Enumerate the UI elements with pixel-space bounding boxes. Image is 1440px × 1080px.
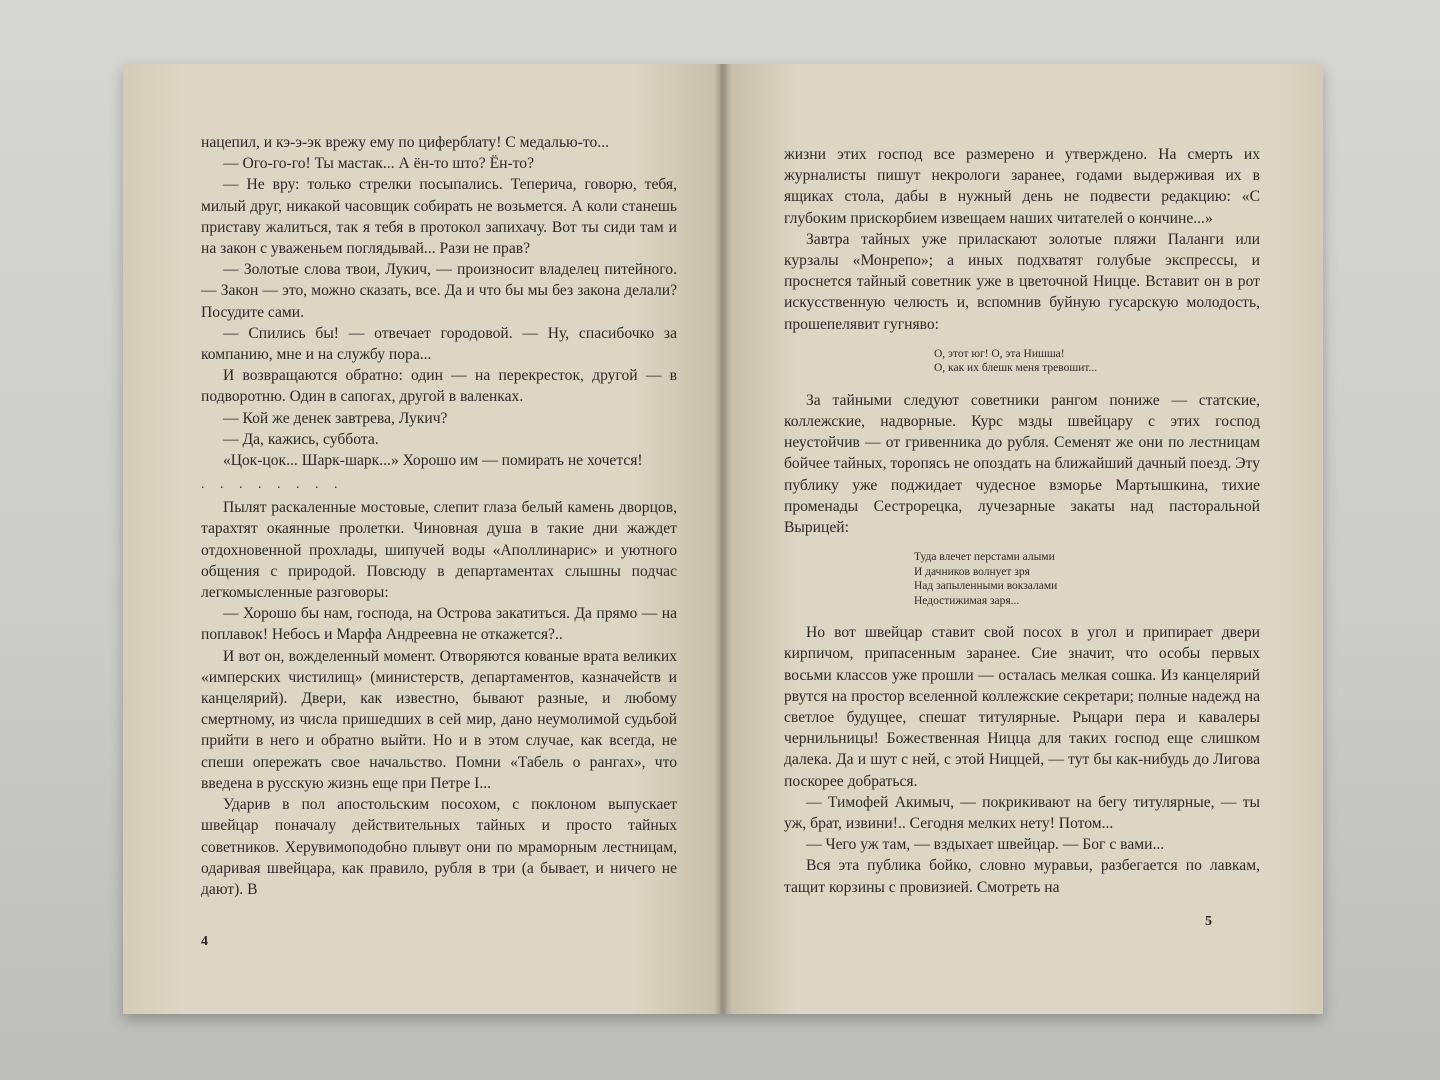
paragraph: — Золотые слова твои, Лукич, — произносит владелец питейного. — Закон — это, можно сказать, все. Да и что бы мы без закона делали? Посудите сами. <box>201 261 677 321</box>
verse-quote <box>784 347 1260 376</box>
left-page-text <box>201 132 677 900</box>
paragraph: И возвращаются обратно: один — на перекресток, другой — в подворотню. Один в сапогах, другой в валенках. <box>201 367 677 406</box>
verse-line: О, этот юг! О, эта Нишша! <box>934 347 1065 360</box>
paragraph: Ударив в пол апостольским посохом, с поклоном выпускает швейцар поначалу действительных тайных и просто тайных советников. Херувимоподобно плывут они по мраморным лестницам, одаривая швейцара, как правило, рубля в три (а бывает, и ничего не дают). В <box>201 796 677 898</box>
verse-line: И дачников волнует зря <box>914 565 1030 578</box>
verse-line: Недостижимая заря... <box>914 594 1020 607</box>
page-number: 4 <box>201 934 208 949</box>
paragraph: — Ого-го-го! Ты мастак... А ён-то што? Ён-то? <box>223 155 535 173</box>
paragraph: За тайными следуют советники рангом пониже — статские, коллежские, надворные. Курс мзды швейцару с этих господ неустойчив — от гривенника до рубля. Семенят же они по лестницам бойчее тайных, торопясь не опоздать на ближайший дачный поезд. Эту публику уже поджидает чудесное взморье Мартышкина, тихие променады Сестрорецка, лучезарные закаты над пасторальной Вырицей: <box>784 391 1260 537</box>
paragraph: — Чего уж там, — вздыхает швейцар. — Бог с вами... <box>806 836 1165 854</box>
paragraph: — Кой же денек завтрева, Лукич? <box>223 409 448 427</box>
paragraph: Но вот швейцар ставит свой посох в угол и припирает двери кирпичом, припасенным заранее. Сие значит, что особы первых восьми классов уже прошли — осталась мелкая сошка. Из канцелярий рвутся на простор вселенной коллежские секретари; полные надежд на светлое будущее, спешат титулярные. Рыцари пера и кавалеры чернильницы! Божественная Ницца для таких господ еще слишком далека. Да и шут с ней, с этой Ниццей, — тут бы как-нибудь до Лигова поскорее добраться. <box>784 624 1260 790</box>
book-gutter <box>714 64 732 1014</box>
open-book <box>123 64 1323 1014</box>
paragraph: И вот он, вожделенный момент. Отворяются кованые врата великих «имперских чистилищ» (министерств, департаментов, казначейств и канцелярий). Двери, как известно, бывают разные, и любому смертному, из числа пришедших в сей мир, дано неумолимой судьбой прийти в него и обратно выйти. Но и в этом случае, как всегда, не спеши опережать свое начальство. Помни «Табель о рангах», что введена в русскую жизнь еще при Петре I... <box>201 647 677 792</box>
right-page-text <box>784 144 1260 898</box>
paragraph: — Спились бы! — отвечает городовой. — Ну, спасибочко за компанию, мне и на службу пора... <box>201 324 677 364</box>
paragraph: — Тимофей Акимыч, — покрикивают на бегу титулярные, — ты уж, брат, извини!.. Сегодня мелких нету! Потом... <box>784 793 1260 833</box>
page-number: 5 <box>1205 914 1212 929</box>
paragraph: Пылят раскаленные мостовые, слепит глаза белый камень дворцов, тарахтят окаянные пролетки. Чиновная душа в такие дни жаждет отдохновенной прохлады, шипучей воды «Аполлинарис» и уютного общения с природой. Повсюду в департаментах слышны подчас легкомысленные разговоры: <box>201 499 677 602</box>
section-separator: . . . . . . . . <box>201 477 344 493</box>
paragraph: жизни этих господ все размерено и утверждено. На смерть их журналисты пишут некрологи заранее, годами выдерживая их в ящиках стола, дабы в нужный день не подвести редакцию: «С глубоким прискорбием извещаем наших читателей о кончине...» <box>784 146 1260 227</box>
verse-line: О, как их блешк меня тревошит... <box>934 362 1098 375</box>
paragraph: Завтра тайных уже приласкают золотые пляжи Паланги или курзалы «Монрепо»; а иных подхватят голубые экспрессы, и проснется тайный советник уже в цветочной Ницце. Вставит он в рот искусственную челюсть и, вспомнив буйную гусарскую молодость, прошепелявит гугняво: <box>784 230 1260 333</box>
paragraph: Вся эта публика бойко, словно муравьи, разбегается по лавкам, тащит корзины с провизией. Смотреть на <box>784 857 1260 896</box>
paragraph: — Да, кажись, суббота. <box>223 430 379 448</box>
verse-line: Туда влечет перстами алыми <box>914 551 1055 564</box>
paragraph: «Цок-цок... Шарк-шарк...» Хорошо им — помирать не хочется! <box>223 452 643 470</box>
paragraph: — Хорошо бы нам, господа, на Острова закатиться. Да прямо — на поплавок! Небось и Марфа Андреевна не откажется?.. <box>201 605 677 644</box>
left-page <box>123 64 720 1014</box>
verse-line: Над запыленными вокзалами <box>914 580 1058 593</box>
paragraph: — Не вру: только стрелки посыпались. Теперича, говорю, тебя, милый друг, никакой часовщик собирать не возьмется. А коли станешь приставу жалиться, так я тебя в протокол запихачу. Вот ты сиди там и на закон с уваженьем поглядывай... Рази не прав? <box>201 176 677 258</box>
paragraph: нацепил, и кэ-э-эк врежу ему по циферблату! С медалью-то... <box>201 134 609 151</box>
verse-quote <box>784 550 1260 608</box>
right-page <box>726 64 1323 1014</box>
